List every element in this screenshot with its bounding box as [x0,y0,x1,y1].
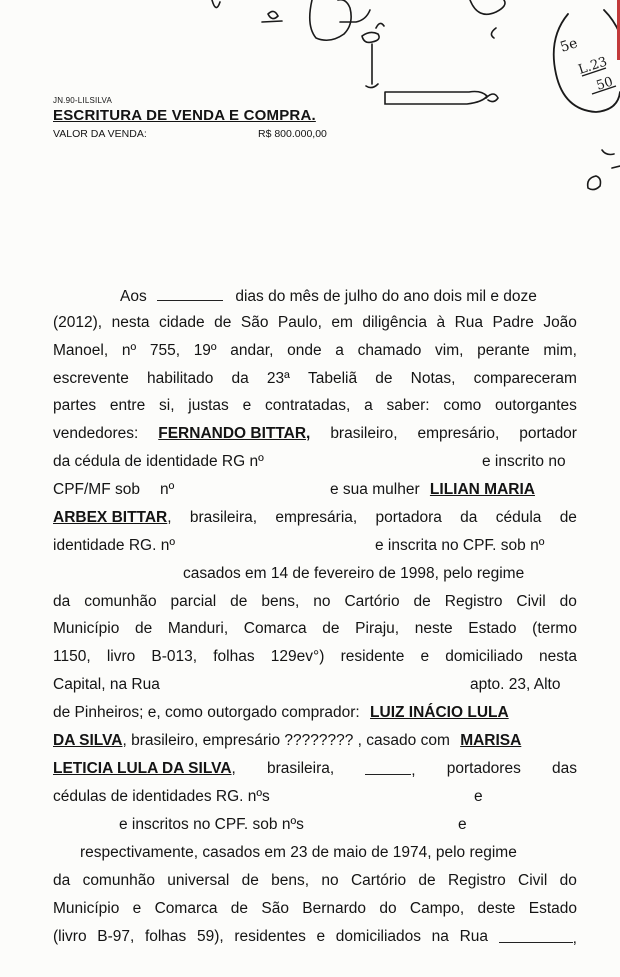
text: do [379,900,397,917]
text: respectivamente, casados em 23 de maio de 1974, pelo regime [80,844,517,861]
text: no [321,872,339,889]
text: Cartório [344,593,400,610]
text: Estado [468,620,517,637]
text: da [231,370,249,387]
text: da [53,872,71,889]
text: bens, [261,593,300,610]
text: empresária, [275,509,358,526]
text: saber: [386,397,430,414]
text: de [241,872,259,889]
body-line-4 [53,370,577,388]
text: chamado [357,342,422,359]
text: e sua mulher [330,481,420,498]
text: brasileira, [266,760,335,777]
text: São [261,900,289,917]
text: habilitado [146,370,214,387]
buyer-name-1: LUIZ INÁCIO LULA [370,704,509,721]
text: de [230,900,249,917]
body-line-14 [53,648,577,666]
document-title: ESCRITURA DE VENDA E COMPRA. [53,107,316,124]
text: Registro [447,872,506,889]
text: Cartório [350,872,407,889]
buyer-name-2: DA SILVA [53,732,123,749]
text: Comarca [154,900,218,917]
text: residentes [234,928,306,945]
text: como [443,397,482,414]
text: compareceram [473,370,577,387]
text: Capital, na Rua [53,676,160,693]
text: 1150, [53,648,91,665]
text: residente [340,648,405,665]
text: de [134,620,153,637]
text: e inscrito no [482,453,566,470]
text: da [460,509,478,526]
text: 23ª [266,370,290,387]
text: vim, [435,342,464,359]
text: identidade RG. nº [53,537,175,554]
body-line-18 [53,760,577,780]
text: Aos [120,288,147,305]
text: Registro [444,593,503,610]
text: Piraju, [355,620,400,637]
text: Civil [518,872,548,889]
buyer-spouse-name-2: LETICIA LULA DA SILVA [53,760,232,777]
text: apto. 23, Alto [470,676,561,693]
text: Manoel, [53,342,109,359]
text: brasileira, [189,509,258,526]
text: Paulo, [277,314,322,331]
text: , [231,760,236,777]
text: comunhão [82,872,155,889]
text: Rua [454,314,483,331]
body-line-10 [53,537,175,555]
text: (2012), [53,314,103,331]
text: empresário, [417,425,500,442]
text: Tabeliã [307,370,358,387]
text: nº [121,342,137,359]
text: , brasileiro, empresário ???????? , casado com [122,732,450,749]
text: do [559,872,577,889]
text: Padre [492,314,534,331]
text: e inscritos no CPF. sob nºs [119,816,304,833]
text: si, [159,397,175,414]
text: nesta [539,648,577,665]
seller-spouse-name-2: ARBEX BITTAR [53,509,168,526]
text: perante [477,342,530,359]
text: 19º [193,342,217,359]
text: 129ev°) [270,648,325,665]
body-line-13 [53,620,577,638]
text: da cédula de identidade RG nº [53,453,264,470]
text: deste [477,900,516,917]
text: folhas [213,648,255,665]
text: outorgantes [495,397,577,414]
text: escrevente [53,370,129,387]
text: domiciliados [335,928,422,945]
text: , [167,509,172,526]
text: B-97, [97,928,135,945]
text: , [411,762,416,779]
body-line-22 [53,872,577,890]
text: Civil [516,593,546,610]
text: de [559,509,577,526]
body-line-12 [53,593,577,611]
text: portadora [375,509,442,526]
buyer-spouse-name-1: MARISA [460,732,522,749]
text: de [230,593,248,610]
text: de [214,314,232,331]
blank-street [499,928,573,943]
body-line-20 [119,816,304,834]
body-line-20b [458,816,467,834]
text: de [375,370,393,387]
text: João [543,314,577,331]
body-line-19b [474,788,483,806]
sale-value-amount: R$ 800.000,00 [258,128,327,140]
text: justas [188,397,229,414]
body-line-15 [53,676,160,694]
text: no [313,593,331,610]
margin-note-3: 50 [594,74,615,94]
body-line-8 [53,481,174,499]
text: diligência [362,314,427,331]
text: entre [109,397,146,414]
text: de [418,872,436,889]
text: nº [159,481,175,498]
sale-value-row [53,128,327,140]
body-line-9 [53,509,577,527]
text: folhas [144,928,187,945]
text: vendedores: [53,425,139,442]
body-line-19 [53,788,270,806]
text: portadores [446,760,521,777]
body-line-6 [53,425,577,443]
text: cidade [158,314,205,331]
body-line-5 [53,397,577,415]
body-line-16 [53,704,509,722]
text: e inscrita no CPF. sob nº [375,537,545,554]
text: de [322,620,340,637]
body-line-17 [53,732,521,750]
text: contratadas, [264,397,351,414]
document-code: JN.90-LILSILVA [53,96,112,105]
body-line-15b [470,676,561,694]
blank-rg [365,760,411,775]
body-line-8b [330,481,535,499]
text: nesta [111,314,150,331]
text: de [413,593,431,610]
text: a [335,342,344,359]
text: CPF/MF sob [53,481,140,498]
text: onde [287,342,322,359]
margin-note-2: L.23 [576,54,610,78]
margin-note-1: 5e [558,35,580,56]
text: Município [53,900,120,917]
text: Comarca [243,620,307,637]
body-line-24 [53,928,577,948]
text: Rua [459,928,488,945]
text: de Pinheiros; e, como outorgado comprador: [53,704,360,721]
text: em [331,314,353,331]
body-line-11 [183,565,524,583]
text: Bernardo [302,900,367,917]
text: brasileiro, [330,425,398,442]
body-line-2 [53,314,577,332]
text: portador [519,425,577,442]
text: Estado [528,900,577,917]
text: da [53,593,71,610]
text: na [431,928,449,945]
body-line-7b [482,453,566,471]
text: cédulas de identidades RG. nºs [53,788,270,805]
seller-name: FERNANDO BITTAR, [158,425,311,442]
text: Município [53,620,120,637]
text: São [240,314,269,331]
text: Notas, [410,370,456,387]
text: B-013, [151,648,198,665]
text: e [316,928,326,945]
text: e [420,648,430,665]
text: livro [106,648,136,665]
text: cédula [495,509,542,526]
text: mim, [543,342,577,359]
text: dias do mês de julho do ano dois mil e doze [235,288,537,305]
text: das [551,760,577,777]
text: andar, [230,342,274,359]
text: universal [167,872,230,889]
text: neste [414,620,453,637]
text: à [436,314,446,331]
text: 59), [196,928,224,945]
text: partes [53,397,97,414]
text: parcial [170,593,217,610]
body-line-21 [80,844,517,862]
text: Campo, [409,900,465,917]
text: bens, [271,872,310,889]
text: e [474,788,483,805]
text: e [132,900,142,917]
body-line-7 [53,453,264,471]
body-line-10b [375,537,544,555]
seller-spouse-name-1: LILIAN MARIA [429,481,535,498]
text: a [364,397,373,414]
text: , [572,930,577,947]
text: casados em 14 de fevereiro de 1998, pelo regime [183,565,525,582]
text: Manduri, [167,620,229,637]
text: e [458,816,467,833]
body-line-1 [120,286,537,306]
body-line-3 [53,342,577,360]
text: comunhão [84,593,157,610]
blank-day [157,286,223,301]
sale-value-label: VALOR DA VENDA: [53,128,147,140]
text: (termo [532,620,577,637]
text: (livro [53,928,87,945]
body-line-23 [53,900,577,918]
text: e [242,397,252,414]
text: 755, [149,342,180,359]
text: domiciliado [445,648,523,665]
text: do [559,593,577,610]
